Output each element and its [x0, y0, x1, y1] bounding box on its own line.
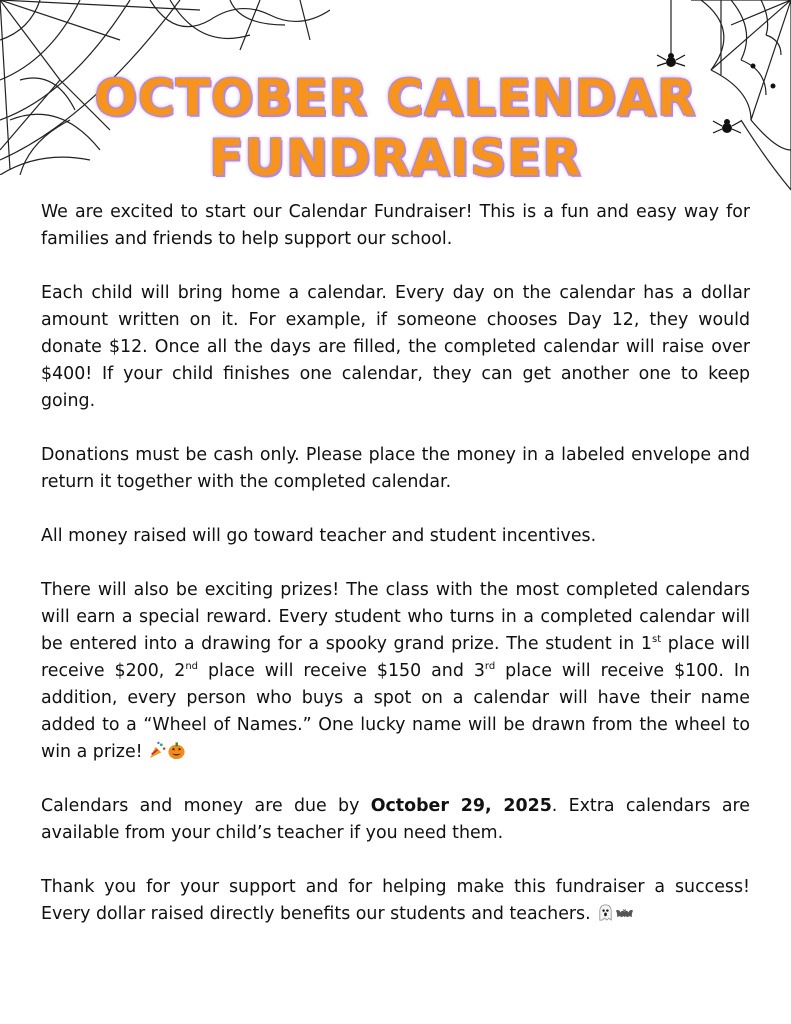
ghost-icon [596, 903, 615, 922]
page-title-line-2: FUNDRAISER [209, 129, 582, 187]
prizes-text-d: place will receive $100. In addition, every person who buys a spot on a calendar will have their name added to a “Wheel of Names.” One lucky name will be drawn from the wheel to win a prize! [41, 661, 750, 762]
donations-paragraph: Donations must be cash only. Please place the money in a labeled envelope and return it together with the completed calendar. [41, 445, 750, 492]
page-title-line-1: OCTOBER CALENDAR [94, 69, 697, 127]
intro-paragraph: We are excited to start our Calendar Fundraiser! This is a fun and easy way for families and friends to help support our school. [41, 202, 750, 249]
due-date: October 29, 2025 [370, 796, 552, 816]
due-text-a: Calendars and money are due by [41, 796, 371, 816]
prizes-paragraph [41, 577, 750, 766]
ordinal-suffix-1: st [651, 634, 662, 645]
letter-body [41, 199, 750, 955]
prizes-text-b: place will receive $200, 2 [41, 634, 750, 681]
party-popper-icon [148, 741, 167, 760]
calendar-explanation-paragraph: Each child will bring home a calendar. Every day on the calendar has a dollar amount written on it. For example, if someone chooses Day 12, they would donate $12. Once all the days are filled, the completed calendar will raise over $400! If your child finishes one calendar, they can get another one to keep going. [41, 283, 750, 411]
due-text-b: . Extra calendars are available from your child’s teacher if you need them. [41, 796, 750, 843]
due-date-paragraph [41, 793, 750, 847]
prizes-text-c: place will receive $150 and 3 [198, 661, 485, 681]
jack-o-lantern-icon [167, 741, 186, 760]
ordinal-suffix-2: nd [185, 661, 199, 672]
incentives-paragraph: All money raised will go toward teacher and student incentives. [41, 526, 597, 546]
bat-icon [615, 903, 634, 922]
ordinal-suffix-3: rd [484, 661, 496, 672]
thank-you-paragraph [41, 874, 750, 928]
prizes-text-a: There will also be exciting prizes! The class with the most completed calendars will earn a special reward. Every student who turns in a completed calendar will be entered into a drawing for a spooky grand prize. The student in 1 [41, 580, 750, 654]
thank-you-text: Thank you for your support and for helping make this fundraiser a success! Every dollar raised directly benefits our students and teachers. [41, 877, 750, 924]
